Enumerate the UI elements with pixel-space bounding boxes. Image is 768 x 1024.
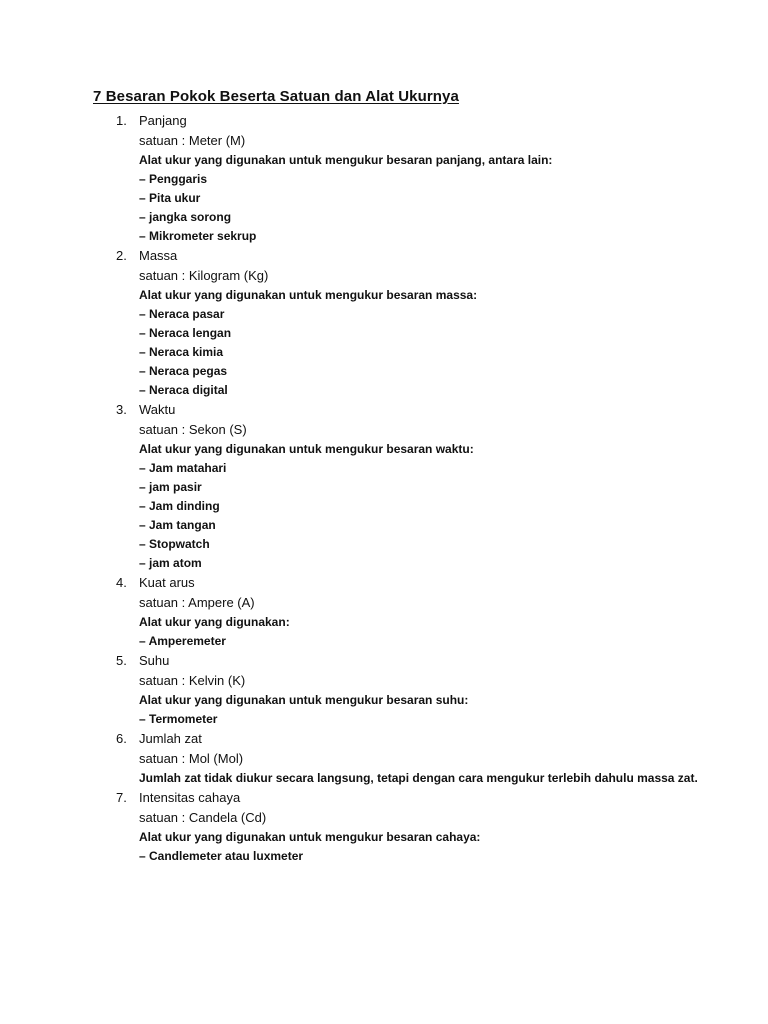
quantity-name: Waktu	[139, 402, 176, 417]
list-item-heading	[0, 246, 768, 266]
measuring-tool-item: – jam pasir	[139, 480, 202, 494]
unit-line: satuan : Meter (M)	[139, 133, 246, 148]
quantity-name: Panjang	[139, 113, 187, 128]
quantity-list	[0, 111, 768, 866]
description-text: Alat ukur yang digunakan untuk mengukur besaran suhu:	[139, 693, 469, 707]
unit-line: satuan : Sekon (S)	[139, 422, 247, 437]
measuring-tool-item: – Amperemeter	[139, 634, 226, 648]
measuring-tool-item: – Stopwatch	[139, 537, 210, 551]
measuring-tool-item: – Neraca kimia	[139, 345, 224, 359]
list-item	[0, 111, 768, 246]
list-item-number: 1.	[116, 113, 127, 128]
list-item-heading	[0, 573, 768, 593]
list-item-heading	[0, 729, 768, 749]
measuring-tool-item: – jangka sorong	[139, 210, 232, 224]
list-item-heading	[0, 111, 768, 131]
measuring-tool-item: – Penggaris	[139, 172, 208, 186]
measuring-tool-item: – Jam dinding	[139, 499, 220, 513]
quantity-name: Massa	[139, 248, 178, 263]
measuring-tool-item: – Jam matahari	[139, 461, 227, 475]
measuring-tool-item: – Mikrometer sekrup	[139, 229, 257, 243]
list-item-number: 6.	[116, 731, 127, 746]
list-item-heading	[0, 400, 768, 420]
unit-line: satuan : Mol (Mol)	[139, 751, 244, 766]
description-text: Jumlah zat tidak diukur secara langsung, tetapi dengan cara mengukur terlebih dahulu massa zat.	[139, 771, 698, 785]
quantity-name: Kuat arus	[139, 575, 195, 590]
list-item	[0, 651, 768, 729]
list-item	[0, 788, 768, 866]
quantity-name: Jumlah zat	[139, 731, 202, 746]
measuring-tool-item: – Neraca pegas	[139, 364, 228, 378]
unit-line: satuan : Kelvin (K)	[139, 673, 246, 688]
measuring-tool-item: – Jam tangan	[139, 518, 216, 532]
unit-line: satuan : Kilogram (Kg)	[139, 268, 269, 283]
list-item-number: 4.	[116, 575, 127, 590]
list-item	[0, 573, 768, 651]
quantity-name: Intensitas cahaya	[139, 790, 241, 805]
measuring-tool-item: – jam atom	[139, 556, 202, 570]
description-text: Alat ukur yang digunakan untuk mengukur besaran waktu:	[139, 442, 474, 456]
list-item-number: 5.	[116, 653, 127, 668]
list-item	[0, 729, 768, 788]
measuring-tool-item: – Candlemeter atau luxmeter	[139, 849, 304, 863]
description-text: Alat ukur yang digunakan:	[139, 615, 290, 629]
quantity-name: Suhu	[139, 653, 170, 668]
measuring-tool-item: – Neraca digital	[139, 383, 228, 397]
list-item-number: 2.	[116, 248, 127, 263]
description-text: Alat ukur yang digunakan untuk mengukur besaran cahaya:	[139, 830, 481, 844]
list-item-heading	[0, 651, 768, 671]
description-text: Alat ukur yang digunakan untuk mengukur besaran panjang, antara lain:	[139, 153, 553, 167]
measuring-tool-item: – Neraca lengan	[139, 326, 232, 340]
unit-line: satuan : Ampere (A)	[139, 595, 255, 610]
measuring-tool-item: – Neraca pasar	[139, 307, 225, 321]
description-text: Alat ukur yang digunakan untuk mengukur besaran massa:	[139, 288, 478, 302]
unit-line: satuan : Candela (Cd)	[139, 810, 267, 825]
measuring-tool-item: – Pita ukur	[139, 191, 201, 205]
list-item	[0, 246, 768, 400]
list-item-number: 3.	[116, 402, 127, 417]
document-title: 7 Besaran Pokok Beserta Satuan dan Alat Ukurnya	[93, 88, 459, 105]
list-item	[0, 400, 768, 573]
measuring-tool-item: – Termometer	[139, 712, 218, 726]
list-item-number: 7.	[116, 790, 127, 805]
list-item-heading	[0, 788, 768, 808]
